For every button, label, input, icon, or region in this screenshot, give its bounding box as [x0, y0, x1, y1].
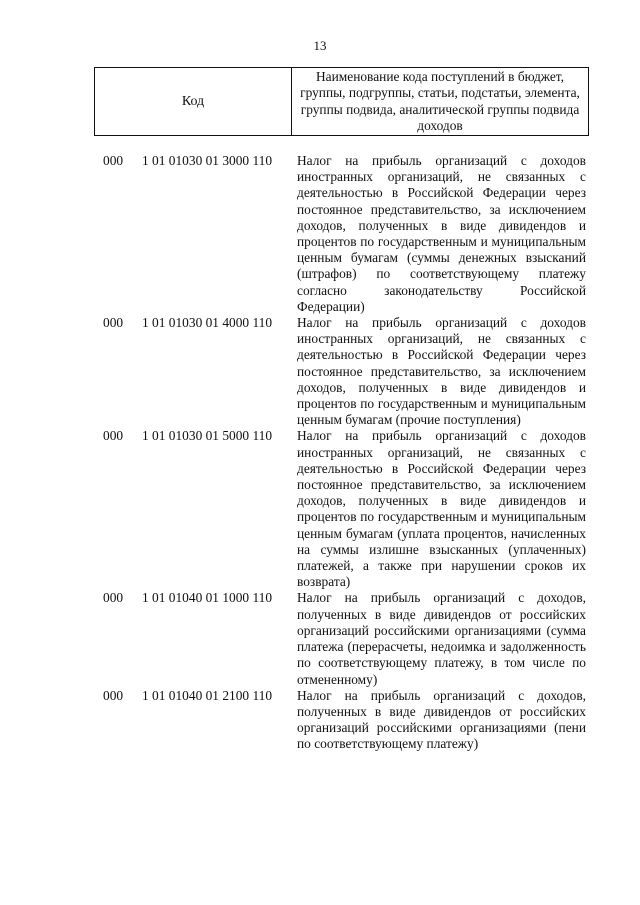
entry-description: Налог на прибыль организаций с доходов иностранных организаций, не связанных с деятельностью в Российской Федерации через постоянное представительство, за исключением доходов, полученных в виде дивидендов и процентов по государственным и муниципальным ценным бумагам (прочие поступления)	[297, 315, 586, 428]
table-header	[94, 67, 589, 136]
page-number: 13	[313, 38, 327, 53]
entry-income-code: 1 01 01030 01 3000 110	[142, 153, 273, 168]
column-header-code: Код	[95, 68, 292, 135]
list-item	[0, 153, 640, 315]
entry-description: Налог на прибыль организаций с доходов, полученных в виде дивидендов от российских организаций российскими организациями (пени по соответствующему платежу)	[297, 687, 586, 752]
column-header-name: Наименование кода поступлений в бюджет, группы, подгруппы, статьи, подстатьи, элемента, группы подвида, аналитической группы подвида доходов	[300, 68, 580, 133]
entry-admin-code: 000	[103, 315, 124, 331]
entry-income-code: 1 01 01030 01 4000 110	[142, 315, 273, 331]
list-item	[0, 428, 640, 590]
entry-admin-code: 000	[103, 153, 124, 168]
entry-description: Налог на прибыль организаций с доходов, полученных в виде дивидендов от российских организаций российскими организациями (сумма платежа (перерасчеты, недоимка и задолженность по соответствующему платежу, в том числе по отмененному)	[297, 590, 586, 687]
entry-description: Налог на прибыль организаций с доходов иностранных организаций, не связанных с деятельностью в Российской Федерации через постоянное представительство, за исключением доходов, полученных в виде дивидендов и процентов по государственным и муниципальным ценным бумагам (суммы денежных взысканий (штрафов) по соответствующему платежу согласно законодательству Российской Федерации)	[297, 153, 586, 314]
entries-list	[0, 153, 640, 753]
entry-admin-code: 000	[103, 428, 124, 444]
list-item	[0, 688, 640, 753]
entry-income-code: 1 01 01040 01 1000 110	[142, 590, 273, 606]
entry-income-code: 1 01 01040 01 2100 110	[142, 687, 273, 703]
entry-admin-code: 000	[103, 687, 124, 703]
entry-description: Налог на прибыль организаций с доходов иностранных организаций, не связанных с деятельностью в Российской Федерации через постоянное представительство, за исключением доходов, полученных в виде дивидендов и процентов по государственным и муниципальным ценным бумагам (уплата процентов, начисленных на суммы излишне взысканных (уплаченных) платежей, а также при нарушении сроков их возврата)	[297, 428, 586, 590]
list-item	[0, 315, 640, 428]
entry-income-code: 1 01 01030 01 5000 110	[142, 428, 273, 444]
entry-admin-code: 000	[103, 590, 124, 606]
list-item	[0, 590, 640, 687]
